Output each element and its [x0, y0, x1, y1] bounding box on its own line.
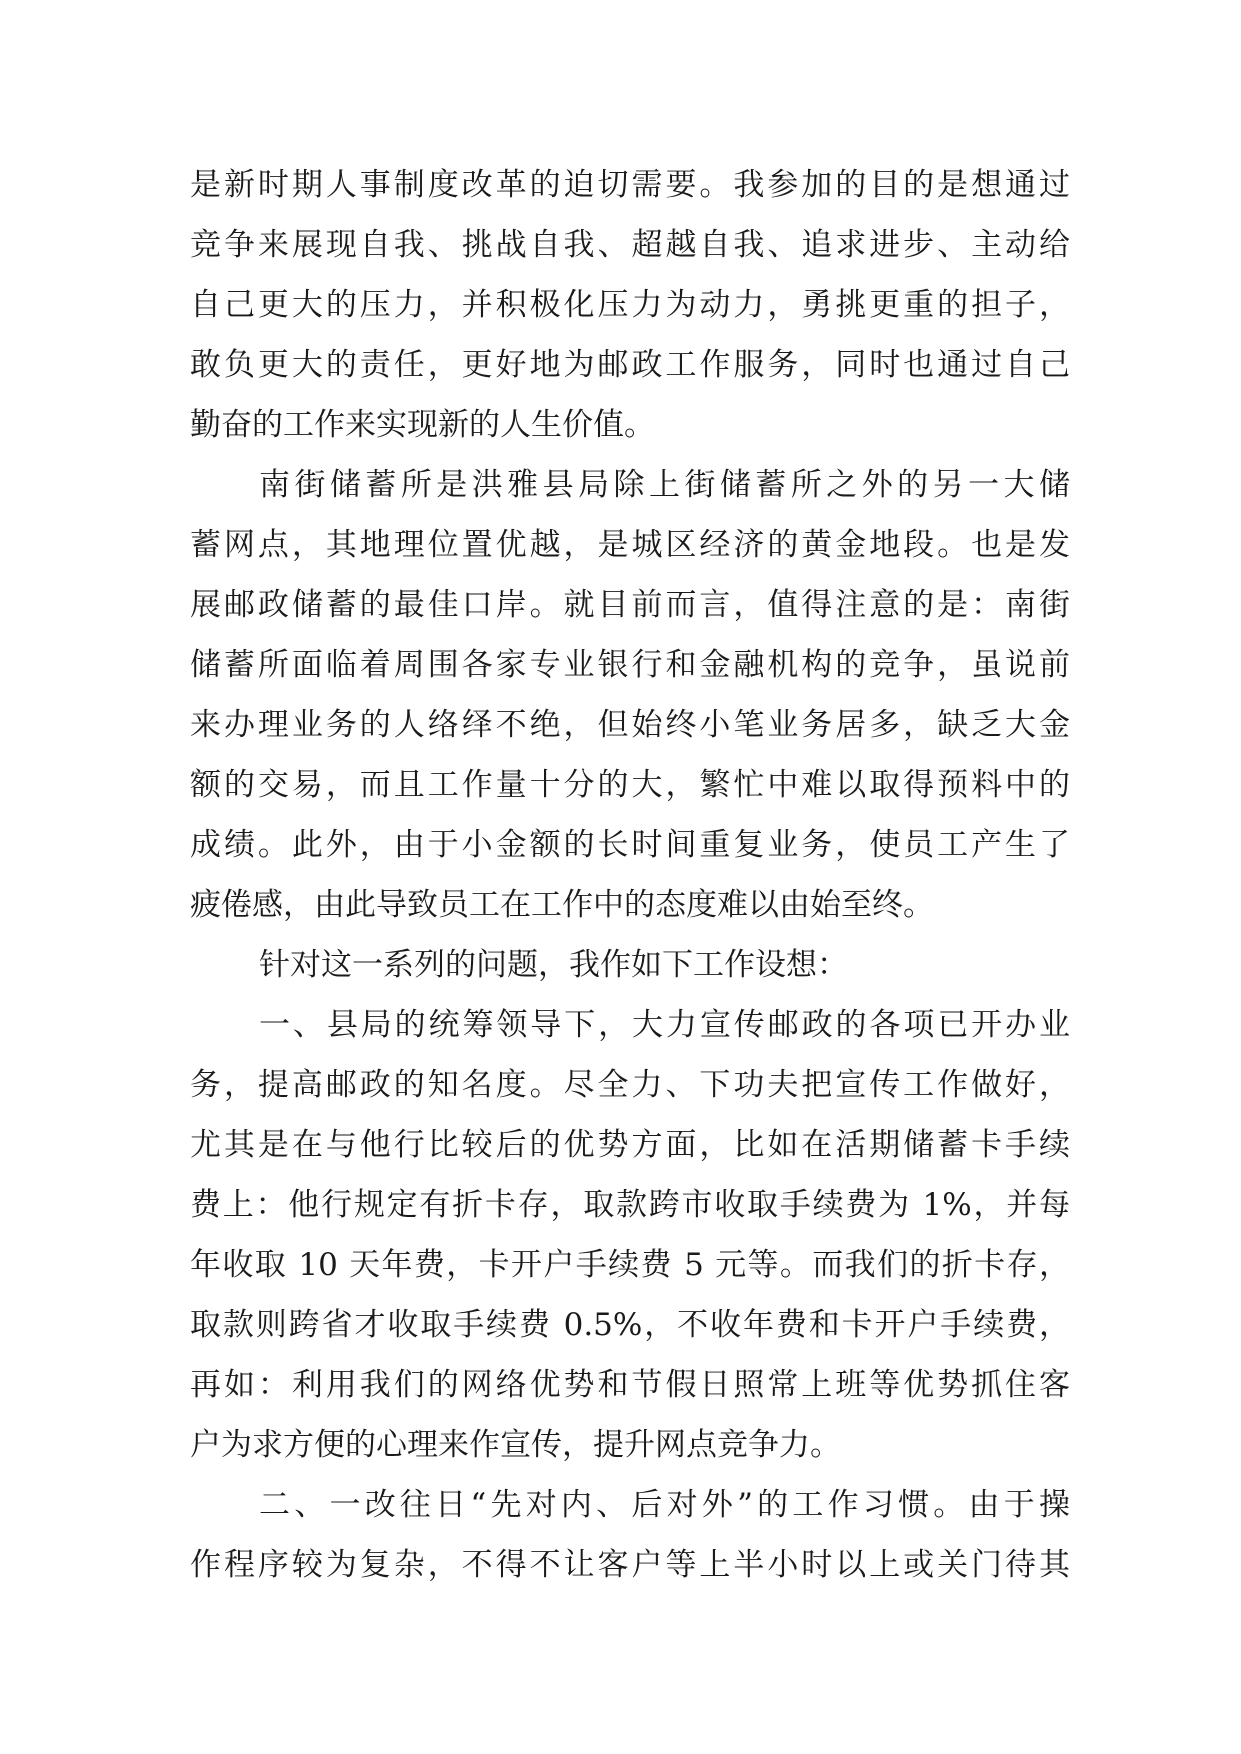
text-line: 南街储蓄所是洪雅县局除上街储蓄所之外的另一大储 [259, 467, 1070, 503]
text-line: 额的交易，而且工作量十分的大，繁忙中难以取得预料中的 [190, 767, 1070, 803]
text-line: 务，提高邮政的知名度。尽全力、下功夫把宣传工作做好， [190, 1067, 1070, 1103]
text-line: 是新时期人事制度改革的迫切需要。我参加的目的是想通过 [190, 167, 1070, 203]
text-line: 竞争来展现自我、挑战自我、超越自我、追求进步、主动给 [190, 227, 1070, 263]
text-line: 尤其是在与他行比较后的优势方面，比如在活期储蓄卡手续 [190, 1127, 1070, 1163]
paragraph [190, 1475, 1070, 1595]
text-line: 户为求方便的心理来作宣传，提升网点竞争力。 [190, 1427, 841, 1463]
text-line: 一、县局的统筹领导下，大力宣传邮政的各项已开办业 [259, 1007, 1070, 1043]
paragraph [190, 155, 1070, 455]
text-line: 取款则跨省才收取手续费 0.5%，不收年费和卡开户手续费， [190, 1307, 1070, 1343]
text-line: 成绩。此外，由于小金额的长时间重复业务，使员工产生了 [190, 827, 1070, 863]
paragraph [190, 455, 1070, 935]
text-line: 作程序较为复杂，不得不让客户等上半小时以上或关门待其 [190, 1547, 1070, 1583]
text-line: 针对这一系列的问题，我作如下工作设想： [259, 947, 848, 983]
document-body [190, 155, 1070, 1595]
paragraph [190, 935, 1070, 995]
text-line: 费上：他行规定有折卡存，取款跨市收取手续费为 1%，并每 [190, 1187, 1070, 1223]
text-line: 再如：利用我们的网络优势和节假日照常上班等优势抓住客 [190, 1367, 1070, 1403]
text-line: 储蓄所面临着周围各家专业银行和金融机构的竞争，虽说前 [190, 647, 1070, 683]
text-line: 自己更大的压力，并积极化压力为动力，勇挑更重的担子， [190, 287, 1070, 323]
text-line: 来办理业务的人络绎不绝，但始终小笔业务居多，缺乏大金 [190, 707, 1070, 743]
text-line: 展邮政储蓄的最佳口岸。就目前而言，值得注意的是：南街 [190, 587, 1070, 623]
paragraph [190, 995, 1070, 1475]
text-line: 敢负更大的责任，更好地为邮政工作服务，同时也通过自己 [190, 347, 1070, 383]
text-line: 勤奋的工作来实现新的人生价值。 [190, 407, 655, 443]
text-line: 蓄网点，其地理位置优越，是城区经济的黄金地段。也是发 [190, 527, 1070, 563]
text-line: 年收取 10 天年费，卡开户手续费 5 元等。而我们的折卡存， [190, 1247, 1070, 1283]
text-line: 疲倦感，由此导致员工在工作中的态度难以由始至终。 [190, 887, 934, 923]
text-line: 二、一改往日“先对内、后对外”的工作习惯。由于操 [259, 1487, 1070, 1523]
